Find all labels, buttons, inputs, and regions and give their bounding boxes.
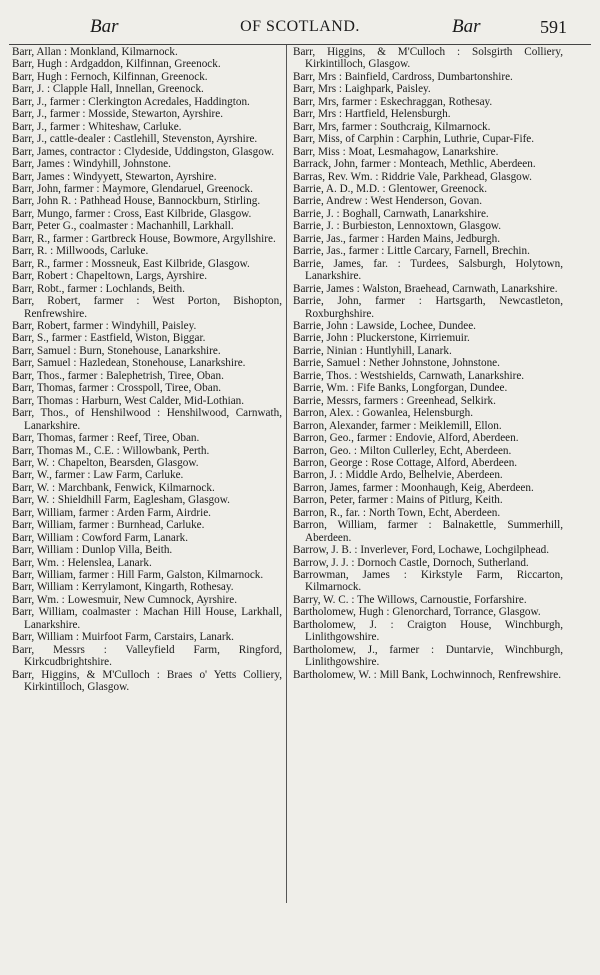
directory-entry: Barron, J. : Middle Ardo, Belhelvie, Aberdeen.	[293, 469, 503, 482]
running-head-left: Bar	[90, 16, 119, 37]
directory-entry: Barr, James : Windyyett, Stewarton, Ayrshire.	[12, 170, 217, 183]
directory-entry: Barr, W. : Marchbank, Fenwick, Kilmarnock.	[12, 481, 215, 494]
directory-entry: Barr, J., farmer : Mosside, Stewarton, Ayrshire.	[12, 108, 224, 121]
directory-entry: Barr, Thomas : Harburn, West Calder, Mid-Lothian.	[12, 394, 245, 407]
directory-entry: Barr, J. : Clapple Hall, Innellan, Greenock.	[12, 83, 204, 96]
directory-entry: Barr, William : Dunlop Villa, Beith.	[12, 544, 173, 557]
directory-entry: Barron, Alex. : Gowanlea, Helensburgh.	[293, 407, 473, 420]
directory-entry: Bartholomew, J. : Craigton House, Winchburgh, Linlithgowshire.	[293, 618, 563, 644]
directory-entry: Barr, Mrs : Laighpark, Paisley.	[293, 83, 431, 96]
directory-entry: Barr, R., farmer : Mossneuk, East Kilbride, Glasgow.	[12, 257, 250, 270]
directory-entry: Barrie, John : Pluckerstone, Kirriemuir.	[293, 332, 470, 345]
directory-entry: Barr, Higgins, & M'Culloch : Braes o' Yetts Colliery, Kirkintilloch, Glasgow.	[12, 668, 282, 694]
directory-entry: Barr, Mungo, farmer : Cross, East Kilbride, Glasgow.	[12, 207, 252, 220]
directory-entry: Barr, Higgins, & M'Culloch : Solsgirth Colliery, Kirkintilloch, Glasgow.	[293, 46, 563, 71]
directory-entry: Barr, William, farmer : Hill Farm, Galston, Kilmarnock.	[12, 569, 264, 582]
directory-entry: Barrow, J. J. : Dornoch Castle, Dornoch, Sutherland.	[293, 556, 529, 569]
directory-entry: Barr, Robt., farmer : Lochlands, Beith.	[12, 282, 185, 295]
directory-entry: Barrie, Jas., farmer : Harden Mains, Jedburgh.	[293, 232, 501, 245]
directory-entry: Barrie, James, far. : Turdees, Salsburgh, Holytown, Lanarkshire.	[293, 257, 563, 283]
directory-entry: Barrie, Ninian : Huntlyhill, Lanark.	[293, 344, 452, 357]
directory-entry: Barr, Hugh : Fernoch, Kilfinnan, Greenock.	[12, 70, 208, 83]
directory-entry: Barron, James, farmer : Moonhaugh, Keig, Aberdeen.	[293, 481, 534, 494]
directory-entry: Bartholomew, Hugh : Glenorchard, Torrance, Glasgow.	[293, 606, 541, 619]
directory-entry: Barr, W. : Shieldhill Farm, Eaglesham, Glasgow.	[12, 494, 230, 507]
directory-entry: Barr, Samuel : Burn, Stonehouse, Lanarkshire.	[12, 344, 221, 357]
directory-entry: Barr, Hugh : Ardgaddon, Kilfinnan, Greenock.	[12, 58, 221, 71]
directory-entry: Barron, Alexander, farmer : Meiklemill, Ellon.	[293, 419, 502, 432]
directory-entry: Barry, W. C. : The Willows, Carnoustie, Forfarshire.	[293, 593, 527, 606]
directory-entry: Barron, Geo., farmer : Endovie, Alford, Aberdeen.	[293, 432, 519, 445]
directory-entry: Barr, William : Kerrylamont, Kingarth, Rothesay.	[12, 581, 234, 594]
directory-entry: Barr, William, farmer : Burnhead, Carluke.	[12, 519, 205, 532]
directory-entry: Barrie, Andrew : West Henderson, Govan.	[293, 195, 483, 208]
directory-entry: Barr, William : Cowford Farm, Lanark.	[12, 531, 188, 544]
directory-entry: Barron, William, farmer : Balnakettle, Summerhill, Aberdeen.	[293, 519, 563, 544]
directory-entry: Barrie, Messrs, farmers : Greenhead, Selkirk.	[293, 394, 496, 407]
directory-entry: Barrie, J. : Burbieston, Lennoxtown, Glasgow.	[293, 220, 502, 233]
directory-entry: Barr, Thomas, farmer : Reef, Tiree, Oban.	[12, 432, 200, 445]
directory-entry: Barr, Thos., farmer : Balephetrish, Tiree, Oban.	[12, 369, 224, 382]
directory-entry: Barrie, Thos. : Westshields, Carnwath, Lanarkshire.	[293, 369, 525, 382]
directory-entry: Barr, S., farmer : Eastfield, Wiston, Biggar.	[12, 332, 206, 345]
directory-entry: Barrie, John, farmer : Hartsgarth, Newcastleton, Roxburghshire.	[293, 295, 563, 320]
directory-entry: Barr, Mrs : Hartfield, Helensburgh.	[293, 108, 451, 121]
directory-entry: Bartholomew, J., farmer : Duntarvie, Winchburgh, Linlithgowshire.	[293, 643, 563, 669]
directory-entry: Barr, John R. : Pathhead House, Bannockburn, Stirling.	[12, 195, 261, 208]
directory-entry: Barrack, John, farmer : Monteach, Methlic, Aberdeen.	[293, 158, 536, 171]
directory-entry: Barr, Thos., of Henshilwood : Henshilwood, Carnwath, Lanarkshire.	[12, 407, 282, 432]
directory-entry: Barr, R. : Millwoods, Carluke.	[12, 245, 149, 258]
directory-entry: Barr, Peter G., coalmaster : Machanhill, Larkhall.	[12, 220, 234, 233]
directory-entry: Barr, Mrs, farmer : Southcraig, Kilmarnock.	[293, 120, 491, 133]
directory-entry: Barr, Thomas, farmer : Crosspoll, Tiree, Oban.	[12, 382, 222, 395]
directory-entry: Barr, James : Windyhill, Johnstone.	[12, 158, 171, 171]
page-title: OF SCOTLAND.	[240, 18, 360, 35]
page-number: 591	[540, 17, 567, 37]
directory-entry: Barr, Samuel : Hazledean, Stonehouse, Lanarkshire.	[12, 357, 246, 370]
directory-entry: Barr, Mrs : Bainfield, Cardross, Dumbartonshire.	[293, 70, 513, 83]
directory-entry: Barr, J., cattle-dealer : Castlehill, Stevenston, Ayrshire.	[12, 133, 258, 146]
directory-entry: Barr, Miss, of Carphin : Carphin, Luthrie, Cupar-Fife.	[293, 133, 535, 146]
directory-entry: Barron, R., far. : North Town, Echt, Aberdeen.	[293, 506, 501, 519]
directory-entry: Barrie, Jas., farmer : Little Carcary, Farnell, Brechin.	[293, 245, 530, 258]
directory-entry: Barr, Robert : Chapeltown, Largs, Ayrshire.	[12, 270, 207, 283]
directory-entry: Barr, William, coalmaster : Machan Hill House, Larkhall, Lanarkshire.	[12, 606, 282, 631]
column-divider	[286, 45, 287, 903]
directory-entry: Barr, Messrs : Valleyfield Farm, Ringford, Kirkcudbrightshire.	[12, 643, 282, 669]
directory-entry: Barr, Robert, farmer : Windyhill, Paisley.	[12, 319, 197, 332]
right-column	[293, 46, 563, 681]
directory-entry: Barr, R., farmer : Gartbreck House, Bowmore, Argyllshire.	[12, 232, 276, 245]
directory-entry: Barrie, A. D., M.D. : Glentower, Greenock.	[293, 182, 488, 195]
directory-entry: Barrie, John : Lawside, Lochee, Dundee.	[293, 319, 476, 332]
directory-entry: Barr, Robert, farmer : West Porton, Bishopton, Renfrewshire.	[12, 295, 282, 320]
directory-entry: Barrow, J. B. : Inverlever, Ford, Lochawe, Lochgilphead.	[293, 544, 550, 557]
directory-entry: Barr, John, farmer : Maymore, Glendaruel, Greenock.	[12, 182, 253, 195]
directory-entry: Barr, Allan : Monkland, Kilmarnock.	[12, 46, 178, 58]
directory-entry: Barr, Thomas M., C.E. : Willowbank, Perth.	[12, 444, 210, 457]
header-rule	[9, 44, 591, 45]
directory-entry: Barr, W. : Chapelton, Bearsden, Glasgow.	[12, 456, 199, 469]
directory-entry: Barron, George : Rose Cottage, Alford, Aberdeen.	[293, 456, 518, 469]
directory-entry: Barras, Rev. Wm. : Riddrie Vale, Parkhead, Glasgow.	[293, 170, 532, 183]
directory-entry: Barr, James, contractor : Clydeside, Uddingston, Glasgow.	[12, 145, 274, 158]
directory-entry: Barr, W., farmer : Law Farm, Carluke.	[12, 469, 184, 482]
directory-entry: Barr, William : Muirfoot Farm, Carstairs, Lanark.	[12, 631, 234, 644]
directory-entry: Barr, Wm. : Lowesmuir, New Cumnock, Ayrshire.	[12, 593, 237, 606]
directory-entry: Barron, Geo. : Milton Cullerley, Echt, Aberdeen.	[293, 444, 512, 457]
directory-entry: Barron, Peter, farmer : Mains of Pitlurg, Keith.	[293, 494, 503, 507]
directory-entry: Barrie, James : Walston, Braehead, Carnwath, Lanarkshire.	[293, 282, 558, 295]
directory-entry: Barr, Wm. : Helenslea, Lanark.	[12, 556, 152, 569]
directory-entry: Barr, William, farmer : Arden Farm, Airdrie.	[12, 506, 211, 519]
directory-entry: Barr, J., farmer : Whiteshaw, Carluke.	[12, 120, 182, 133]
page-header	[0, 16, 600, 40]
running-head-right: Bar	[452, 16, 481, 37]
directory-entry: Barr, J., farmer : Clerkington Acredales, Haddington.	[12, 95, 250, 108]
left-column	[12, 46, 282, 694]
directory-entry: Bartholomew, W. : Mill Bank, Lochwinnoch, Renfrewshire.	[293, 668, 562, 681]
directory-entry: Barrie, J. : Boghall, Carnwath, Lanarkshire.	[293, 207, 489, 220]
directory-entry: Barrie, Wm. : Fife Banks, Longforgan, Dundee.	[293, 382, 508, 395]
directory-entry: Barrie, Samuel : Nether Johnstone, Johnstone.	[293, 357, 500, 370]
directory-entry: Barrowman, James : Kirkstyle Farm, Riccarton, Kilmarnock.	[293, 569, 563, 594]
directory-entry: Barr, Miss : Moat, Lesmahagow, Lanarkshire.	[293, 145, 499, 158]
directory-entry: Barr, Mrs, farmer : Eskechraggan, Rothesay.	[293, 95, 493, 108]
